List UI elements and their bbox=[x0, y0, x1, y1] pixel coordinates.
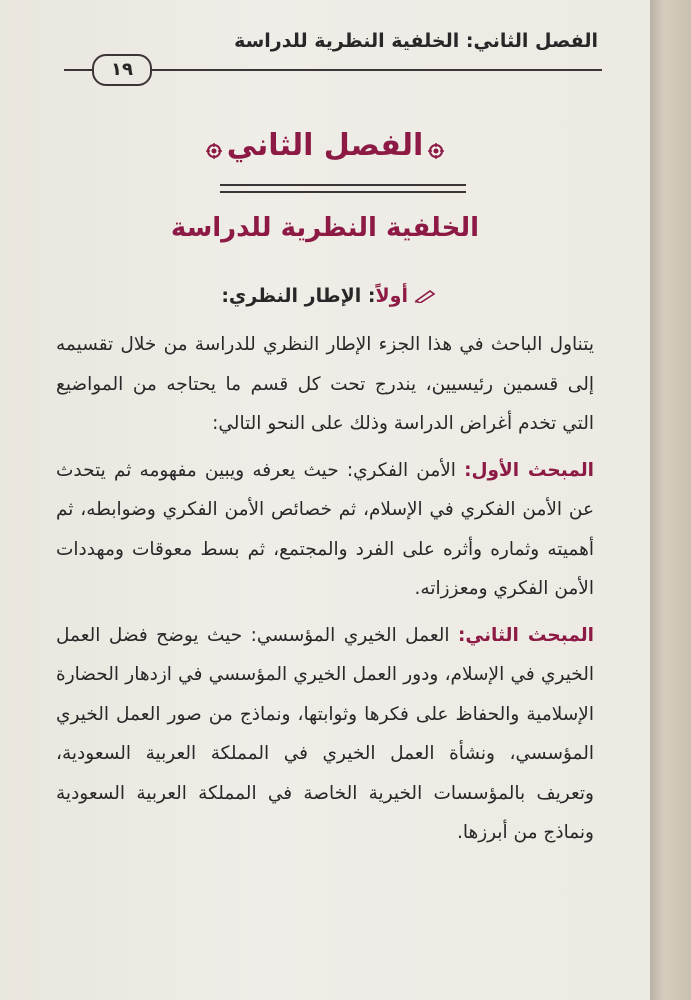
section-label: أولاً bbox=[375, 285, 408, 307]
chapter-heading bbox=[0, 128, 650, 163]
paragraph-intro: يتناول الباحث في هذا الجزء الإطار النظري للدراسة من خلال تقسيمه إلى قسمين رئيسيين، يندرج تحت كل قسم ما يحتاجه من المواضيع التي تخدم أغراض الدراسة وذلك على النحو التالي: bbox=[56, 334, 594, 434]
section-title: : الإطار النظري: bbox=[221, 285, 376, 307]
page-number: ١٩ bbox=[92, 54, 152, 86]
section-heading bbox=[221, 285, 436, 308]
chapter-double-rule bbox=[220, 184, 466, 193]
running-header: الفصل الثاني: الخلفية النظرية للدراسة bbox=[234, 30, 598, 52]
page-number-dash: - bbox=[70, 60, 76, 79]
chapter-subtitle: الخلفية النظرية للدراسة bbox=[170, 213, 480, 243]
paragraph-second bbox=[56, 616, 594, 853]
paragraph-second-lead: المبحث الثاني: bbox=[458, 624, 595, 646]
body-text bbox=[56, 325, 594, 860]
ornament-icon bbox=[206, 143, 222, 159]
paragraph-first-lead: المبحث الأول: bbox=[464, 459, 595, 481]
chapter-title: الفصل الثاني bbox=[226, 128, 424, 163]
paragraph-first bbox=[56, 451, 594, 609]
pen-icon bbox=[414, 286, 436, 308]
ornament-icon bbox=[428, 143, 444, 159]
paragraph-first-text: الأمن الفكري: حيث يعرفه ويبين مفهومه ثم يتحدث عن الأمن الفكري في الإسلام، ثم خصائص الأمن الفكري وضوابطه، ثم أهميته وثماره وأثره على الفرد والمجتمع، ثم بسط معوقات ومهددات الأمن الفكري ومعززاته. bbox=[56, 459, 594, 599]
paragraph-second-text: العمل الخيري المؤسسي: حيث يوضح فضل العمل الخيري في الإسلام، ودور العمل الخيري المؤسسي في ازدهار الحضارة الإسلامية والحفاظ على فكرها وثوابتها، ونماذج من صور العمل الخيري المؤسسي، ونشأة العمل الخيري في المملكة العربية السعودية، وتعريف بالمؤسسات الخيرية الخاصة في المملكة العربية السعودية ونماذج من أبرزها. bbox=[56, 624, 594, 843]
book-spine-edge bbox=[650, 0, 691, 1000]
